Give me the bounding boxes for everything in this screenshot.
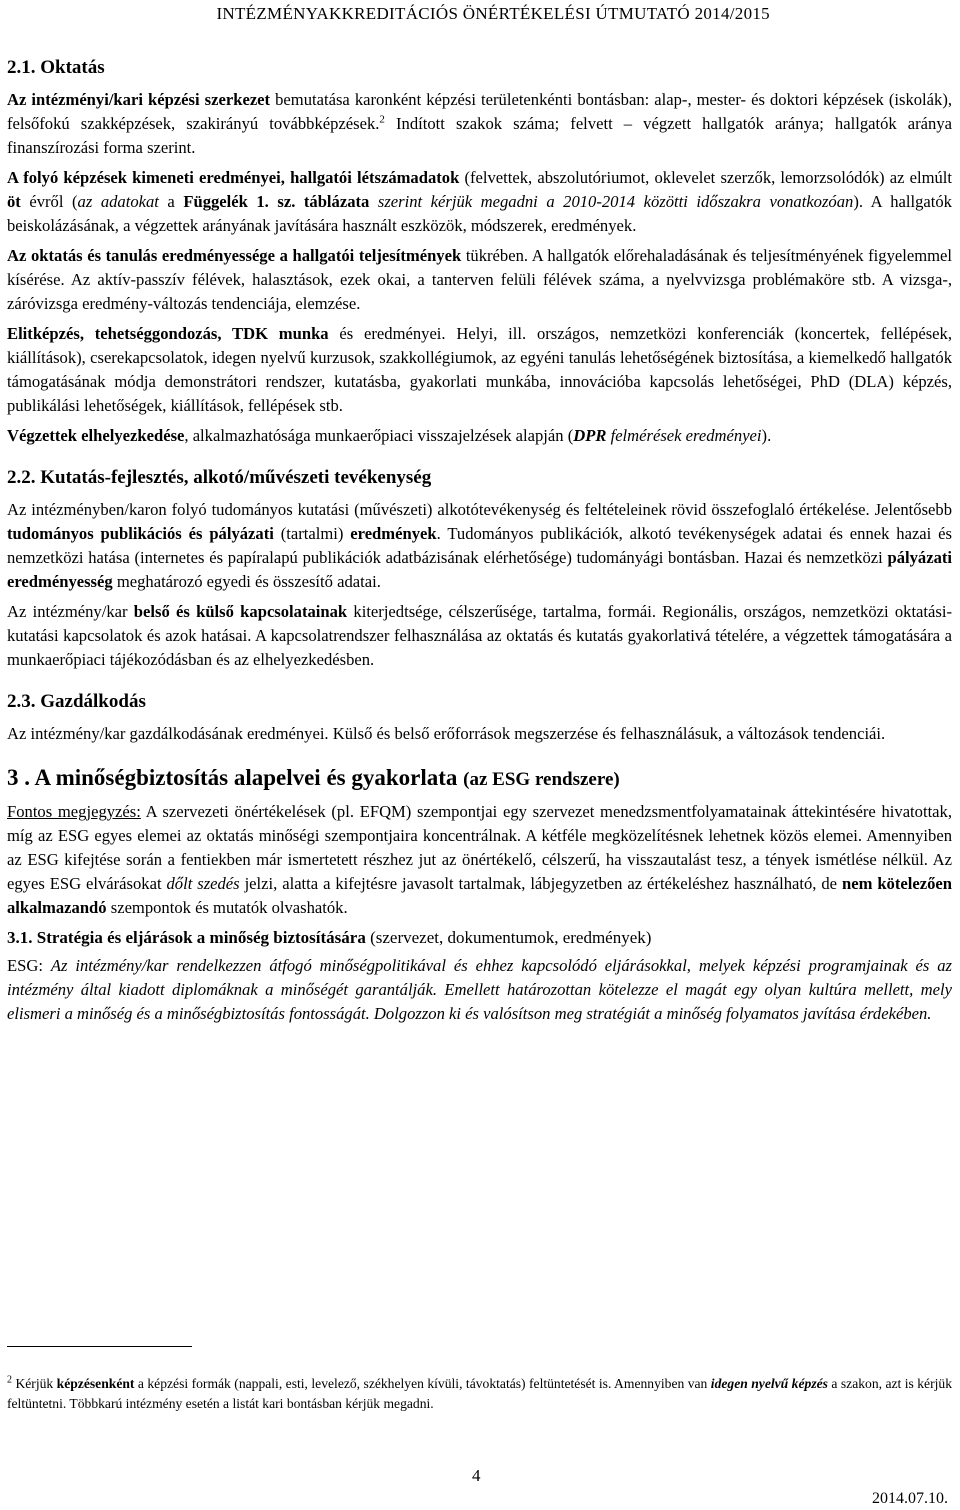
important-note-label: Fontos megjegyzés: bbox=[7, 802, 141, 821]
section-2-2-heading: 2.2. Kutatás-fejlesztés, alkotó/művészeti tevékenység bbox=[7, 467, 432, 488]
section-3-1-heading: 3.1. Stratégia és eljárások a minőség biztosítására (szervezet, dokumentumok, eredmények) bbox=[7, 928, 652, 947]
s31-paragraph-1: ESG: Az intézmény/kar rendelkezzen átfogó minőségpolitikával és ehhez kapcsolódó eljárásokkal, melyek képzési programjainak és az intézmény által kiadott diplomáknak a minőségét garantálják. Emellett határozottan kötelezze el magát egy olyan kultúra mellett, mely elismeri a minőség és a minőségbiztosítás fontosságát. Dolgozzon ki és valósítson meg stratégiát a minőség folyamatos javítása érdekében. bbox=[7, 956, 952, 1023]
header-year: 2014/2015 bbox=[694, 4, 770, 23]
footnote-separator bbox=[7, 1346, 192, 1347]
page-date: 2014.07.10. bbox=[872, 1490, 948, 1507]
s21-p1-bold: Az intézményi/kari képzési szerkezet bbox=[7, 90, 271, 109]
document-body bbox=[7, 56, 952, 1032]
s21-paragraph-2: A folyó képzések kimeneti eredményei, hallgatói létszámadatok (felvettek, abszolutóriumot, oklevelet szerzők, lemorzsolódók) az elmúlt öt évről (az adatokat a Függelék 1. sz. táblázata szerint kérjük megadni a 2010-2014 közötti időszakra vonatkozóan). A hallgatók beiskolázásának, a végzettek arányának javítására használt eszközök, módszerek, eredmények. bbox=[7, 168, 952, 235]
s21-paragraph-3: Az oktatás és tanulás eredményessége a hallgatói teljesítmények tükrében. A hallgatók előrehaladásának és teljesítményének figyelemmel kísérése. Az aktív-passzív félévek, halasztások, ezek okai, a tanterven felüli félévek száma, a nyelvvizsga problémaköre stb. A vizsga-, záróvizsga eredmény-változás tendenciája, elemzése. bbox=[7, 246, 952, 313]
appendix-reference: Függelék 1. sz. táblázata bbox=[183, 192, 370, 211]
s23-paragraph-1: Az intézmény/kar gazdálkodásának eredményei. Külső és belső erőforrások megszerzése és felhasználásuk, a változások tendenciái. bbox=[7, 724, 886, 743]
s3-paragraph-1: Fontos megjegyzés: A szervezeti önértékelések (pl. EFQM) szempontjai egy szervezet menedzsmentfolyamatainak áttekintésére hivatottak, míg az ESG egyes elemei az oktatás minőségi szempontjaira koncentrálnak. A kétféle megközelítésnek lehetnek közös elemei. Amennyiben az ESG kifejtése során a fentiekben már ismertetett részhez jut az önértékelő, célszerű, ha visszautalást tesz, a tények ismétlése nélkül. Az egyes ESG elvárásokat dőlt szedés jelzi, alatta a kifejtésre javasolt tartalmak, lábjegyzetben az értékeléshez használható, de nem kötelezően alkalmazandó szempontok és mutatók olvashatók. bbox=[7, 802, 952, 917]
s21-paragraph-4: Elitképzés, tehetséggondozás, TDK munka és eredményei. Helyi, ill. országos, nemzetközi konferenciák (koncertek, fellépések, kiállítások), cserekapcsolatok, idegen nyelvű kurzusok, szakkollégiumok, az egyéni tanulás lehetőségének biztosítása, a kiemelkedő hallgatók támogatásának módja demonstrátori rendszer, kutatásba, gyakorlati munkába, innovációba kapcsolás lehetőségei, PhD (DLA) képzés, publikálási lehetőségek, kiállítások, fellépések stb. bbox=[7, 324, 952, 415]
page-number: 4 bbox=[472, 1466, 481, 1485]
footnote: $^2$ Kérjük képzésenként a képzési formák (nappali, esti, levelező, székhelyen kívüli, távoktatás) feltüntetését is. Amennyiben van idegen nyelvű képzés a szakon, azt is kérjük feltüntetni. Többkarú intézmény esetén a listát kari bontásban kérjük megadni. bbox=[7, 1374, 952, 1411]
footnote-ref[interactable]: 2 bbox=[379, 113, 385, 126]
footnote-number: 2 bbox=[7, 1374, 12, 1386]
header-title: INTÉZMÉNYAKKREDITÁCIÓS ÖNÉRTÉKELÉSI ÚTMUTATÓ bbox=[216, 4, 690, 23]
section-3-heading: 3 . A minőségbiztosítás alapelvei és gyakorlata (az ESG rendszere) bbox=[7, 765, 620, 790]
section-2-3-heading: 2.3. Gazdálkodás bbox=[7, 691, 146, 712]
running-header bbox=[216, 4, 770, 24]
s21-paragraph-1: Az intézményi/kari képzési szerkezet bemutatása karonként képzési területenkénti bontásban: alap-, mester- és doktori képzések (iskolák), felsőfokú szakképzések, szakirányú továbbképzések.$^2$ Indított szakok száma; felvett – végzett hallgatók aránya; hallgatók aránya finanszírozási forma szerint. bbox=[7, 90, 952, 157]
s22-paragraph-2: Az intézmény/kar belső és külső kapcsolatainak kiterjedtsége, célszerűsége, tartalma, formái. Regionális, országos, nemzetközi oktatási-kutatási kapcsolatok és azok hatásai. A kapcsolatrendszer felhasználása az oktatás és kutatás gyakorlativá tételére, a végzettek támogatására a munkaerőpiaci tájékozódásban és az elhelyezkedésben. bbox=[7, 602, 952, 669]
s22-paragraph-1: Az intézményben/karon folyó tudományos kutatási (művészeti) alkotótevékenység és feltételeinek rövid összefoglaló értékelése. Jelentősebb tudományos publikációs és pályázati (tartalmi) eredmények. Tudományos publikációk, alkotó tevékenységek adatai és ennek hazai és nemzetközi hatása (internetes és papíralapú publikációk adatbázisának elérhetősége) tudományági bontásban. Hazai és nemzetközi pályázati eredményesség meghatározó egyedi és összesítő adatai. bbox=[7, 500, 952, 591]
section-2-1-heading: 2.1. Oktatás bbox=[7, 57, 105, 78]
s21-paragraph-5: Végzettek elhelyezkedése, alkalmazhatósága munkaerőpiaci visszajelzések alapján (DPR felmérések eredményei). bbox=[7, 426, 772, 445]
